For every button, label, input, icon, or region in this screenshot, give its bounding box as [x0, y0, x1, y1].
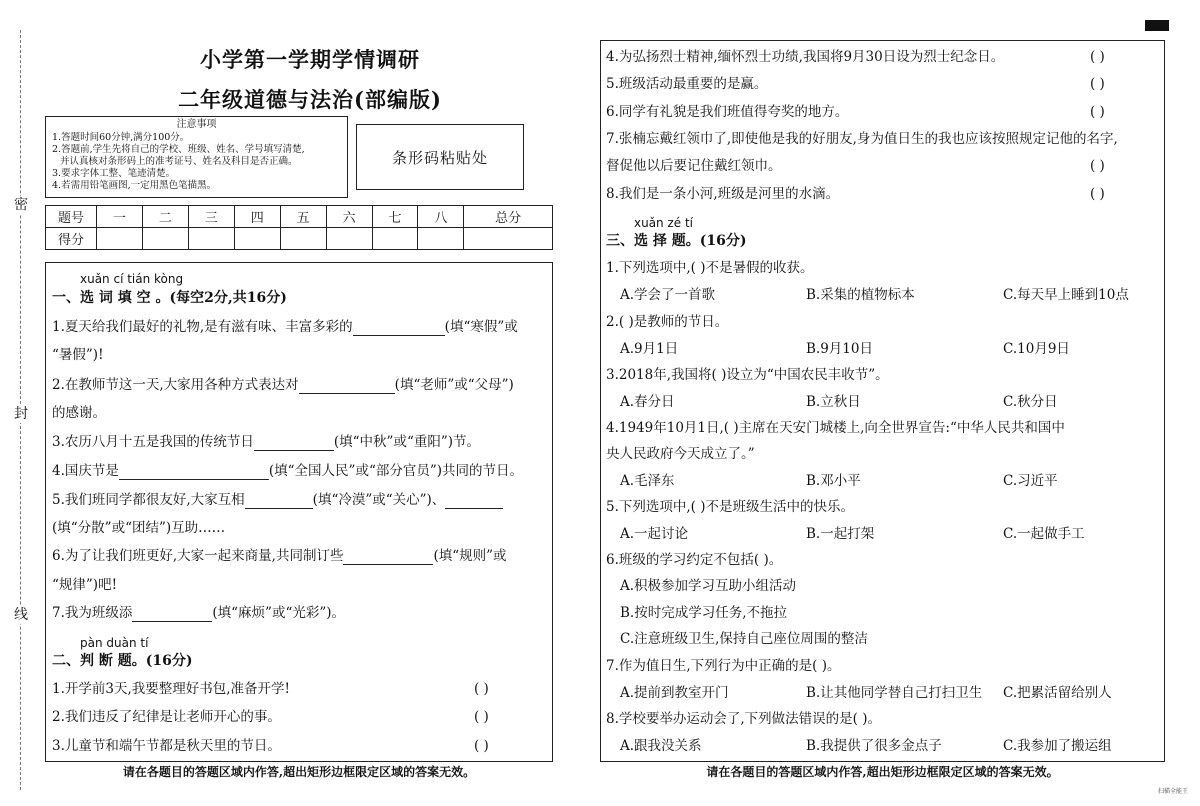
answer-blank[interactable] — [343, 550, 433, 565]
choice-option[interactable]: C.习近平 — [1003, 473, 1058, 489]
sec2-title: 二、判 断 题。(16分) — [52, 653, 193, 669]
choice-option[interactable]: B.采集的植物标本 — [806, 287, 915, 303]
choice-option[interactable]: C.秋分日 — [1003, 394, 1058, 410]
notice-item: 1.答题时间60分钟,满分100分。 — [52, 132, 190, 143]
answer-blank[interactable] — [254, 436, 334, 451]
scanner-logo: 扫描全能王 — [1158, 788, 1189, 795]
judge-question-7: 7.张楠忘戴红领巾了,即使他是我的好朋友,身为值日生的我也应该按照规定记他的名字, — [606, 131, 1118, 147]
score-cell[interactable] — [188, 228, 234, 250]
right-footer-notice: 请在各题目的答题区域内作答,超出矩形边框限定区域的答案无效。 — [600, 761, 1165, 782]
question-2: 2.在教师节这一天,大家用各种方式表达对 (填“老师”或“父母”) — [52, 377, 514, 393]
choice-question-2: 2.( )是教师的节日。 — [606, 314, 729, 330]
answer-parens[interactable]: ( ) — [1090, 76, 1105, 92]
answer-blank[interactable] — [119, 465, 269, 480]
choice-option[interactable]: C.我参加了搬运组 — [1003, 738, 1112, 754]
question-5: 5.我们班同学都很友好,大家互相 (填“冷漠”或“关心”)、 — [52, 491, 503, 509]
choice-option[interactable]: B.邓小平 — [806, 473, 861, 489]
judge-question-7-cont: 督促他以后要记住戴红领巾。 — [606, 158, 782, 174]
seal-char-xian: 线 — [14, 607, 28, 623]
answer-parens[interactable]: ( ) — [1090, 104, 1105, 120]
score-row-label: 得分 — [46, 228, 97, 250]
choice-option[interactable]: A.一起讨论 — [620, 526, 689, 542]
score-header-cell: 总分 — [464, 206, 553, 228]
notice-title: 注意事项 — [176, 119, 217, 130]
score-header-cell: 三 — [188, 206, 234, 228]
choice-question-4: 4.1949年10月1日,( )主席在天安门城楼上,向全世界宣告:“中华人民共和国中 — [606, 420, 1065, 436]
page-title: 小学第一学期学情调研 — [200, 47, 420, 72]
choice-question-7: 7.作为值日生,下列行为中正确的是( )。 — [606, 658, 841, 674]
answer-parens[interactable]: ( ) — [1090, 158, 1105, 174]
question-4: 4.国庆节是 (填“全国人民”或“部分官员”)共同的节日。 — [52, 463, 524, 479]
score-cell[interactable] — [280, 228, 326, 250]
notice-item: 2.答题前,学生先将自己的学校、班级、姓名、学号填写清楚, — [52, 144, 305, 155]
choice-question-6: 6.班级的学习约定不包括( )。 — [606, 552, 783, 568]
answer-blank[interactable] — [353, 321, 445, 336]
left-footer-notice: 请在各题目的答题区域内作答,超出矩形边框限定区域的答案无效。 — [45, 761, 553, 782]
choice-option[interactable]: A.春分日 — [620, 394, 675, 410]
score-cell[interactable] — [326, 228, 372, 250]
choice-option[interactable]: B.一起打架 — [806, 526, 875, 542]
question-1: 1.夏天给我们最好的礼物,是有滋有味、丰富多彩的 (填“寒假”或 — [52, 319, 518, 335]
question-7: 7.我为班级添 (填“麻烦”或“光彩”)。 — [52, 605, 346, 621]
question-3: 3.农历八月十五是我国的传统节日 (填“中秋”或“重阳”)节。 — [52, 434, 481, 450]
answer-blank[interactable] — [245, 494, 313, 509]
choice-question-4-cont: 央人民政府今天成立了。” — [606, 446, 755, 462]
score-header-cell: 四 — [234, 206, 280, 228]
score-header-cell: 一 — [97, 206, 143, 228]
score-cell[interactable] — [464, 228, 553, 250]
choice-question-5: 5.下列选项中,( )不是班级生活中的快乐。 — [606, 499, 854, 515]
score-header-cell: 七 — [372, 206, 418, 228]
choice-option[interactable]: A.9月1日 — [620, 341, 679, 357]
question-6-cont: “规律”)吧! — [52, 577, 117, 593]
corner-mark — [1145, 20, 1169, 31]
choice-option[interactable]: A.学会了一首歌 — [620, 287, 716, 303]
choice-option[interactable]: B.让其他同学替自己打扫卫生 — [806, 685, 983, 701]
answer-blank[interactable] — [299, 379, 395, 394]
score-header-cell: 六 — [326, 206, 372, 228]
score-table — [45, 205, 553, 250]
sec2-pinyin: pàn duàn tí — [80, 636, 149, 650]
judge-question-4: 4.为弘扬烈士精神,缅怀烈士功绩,我国将9月30日设为烈士纪念日。 — [606, 49, 1005, 65]
barcode-area: 条形码粘贴处 — [356, 124, 524, 190]
question-2-cont: 的感谢。 — [52, 405, 106, 421]
answer-parens[interactable]: ( ) — [1090, 49, 1105, 65]
judge-question-3: 3.儿童节和端午节都是秋天里的节日。 — [52, 738, 281, 754]
answer-blank[interactable] — [445, 494, 503, 509]
sec3-title: 三、选 择 题。(16分) — [606, 233, 747, 249]
page-subtitle: 二年级道德与法治(部编版) — [178, 87, 442, 112]
judge-question-6: 6.同学有礼貌是我们班值得夸奖的地方。 — [606, 104, 849, 120]
judge-question-8: 8.我们是一条小河,班级是河里的水滴。 — [606, 186, 840, 202]
notice-item: 3.要求字体工整、笔迹清楚。 — [52, 168, 176, 179]
sec1-title: 一、选 词 填 空 。(每空2分,共16分) — [52, 290, 287, 306]
answer-parens[interactable]: ( ) — [474, 709, 489, 725]
notice-item: 并认真核对条形码上的准考证号、姓名及科目是否正确。 — [60, 156, 298, 167]
seal-char-mi: 密 — [14, 197, 28, 213]
choice-option[interactable]: B.我提供了很多金点子 — [806, 738, 942, 754]
choice-option[interactable]: A.积极参加学习互助小组活动 — [620, 578, 797, 594]
choice-option[interactable]: A.毛泽东 — [620, 473, 675, 489]
score-header-cell: 二 — [142, 206, 188, 228]
choice-option[interactable]: C.注意班级卫生,保持自己座位周围的整洁 — [620, 631, 868, 647]
score-cell[interactable] — [142, 228, 188, 250]
answer-parens[interactable]: ( ) — [474, 681, 489, 697]
judge-question-2: 2.我们违反了纪律是让老师开心的事。 — [52, 709, 281, 725]
question-5-cont: (填“分散”或“团结”)互助…… — [52, 520, 226, 536]
choice-option[interactable]: C.把累活留给别人 — [1003, 685, 1112, 701]
sec3-pinyin: xuǎn zé tí — [634, 216, 694, 230]
question-1-cont: “暑假”)! — [52, 347, 104, 363]
notice-item: 4.若需用铅笔画图,一定用黑色笔描黑。 — [52, 180, 217, 191]
answer-parens[interactable]: ( ) — [474, 738, 489, 754]
answer-parens[interactable]: ( ) — [1090, 186, 1105, 202]
choice-option[interactable]: C.每天早上睡到10点 — [1003, 287, 1129, 303]
score-cell[interactable] — [418, 228, 464, 250]
question-6: 6.为了让我们班更好,大家一起来商量,共同制订些 (填“规则”或 — [52, 548, 507, 564]
choice-option[interactable]: C.一起做手工 — [1003, 526, 1085, 542]
sec1-pinyin: xuǎn cí tián kòng — [80, 272, 184, 286]
choice-option[interactable]: B.立秋日 — [806, 394, 861, 410]
judge-question-5: 5.班级活动最重要的是赢。 — [606, 76, 768, 92]
choice-question-1: 1.下列选项中,( )不是暑假的收获。 — [606, 260, 814, 276]
seal-char-feng: 封 — [14, 406, 28, 422]
judge-question-1: 1.开学前3天,我要整理好书包,准备开学! — [52, 681, 290, 697]
choice-option[interactable]: B.按时完成学习任务,不拖拉 — [620, 605, 788, 621]
choice-question-3: 3.2018年,我国将( )设立为“中国农民丰收节”。 — [606, 367, 889, 383]
choice-option[interactable]: B.9月10日 — [806, 341, 873, 357]
score-cell[interactable] — [372, 228, 418, 250]
score-cell[interactable] — [97, 228, 143, 250]
notice-box — [45, 116, 348, 198]
score-header-cell: 五 — [280, 206, 326, 228]
score-header-cell: 题号 — [46, 206, 97, 228]
score-header-cell: 八 — [418, 206, 464, 228]
score-cell[interactable] — [234, 228, 280, 250]
choice-option[interactable]: C.10月9日 — [1003, 341, 1070, 357]
choice-option[interactable]: A.提前到教室开门 — [620, 685, 729, 701]
answer-blank[interactable] — [132, 607, 212, 622]
choice-option[interactable]: A.跟我没关系 — [620, 738, 702, 754]
choice-question-8: 8.学校要举办运动会了,下列做法错误的是( )。 — [606, 711, 881, 727]
